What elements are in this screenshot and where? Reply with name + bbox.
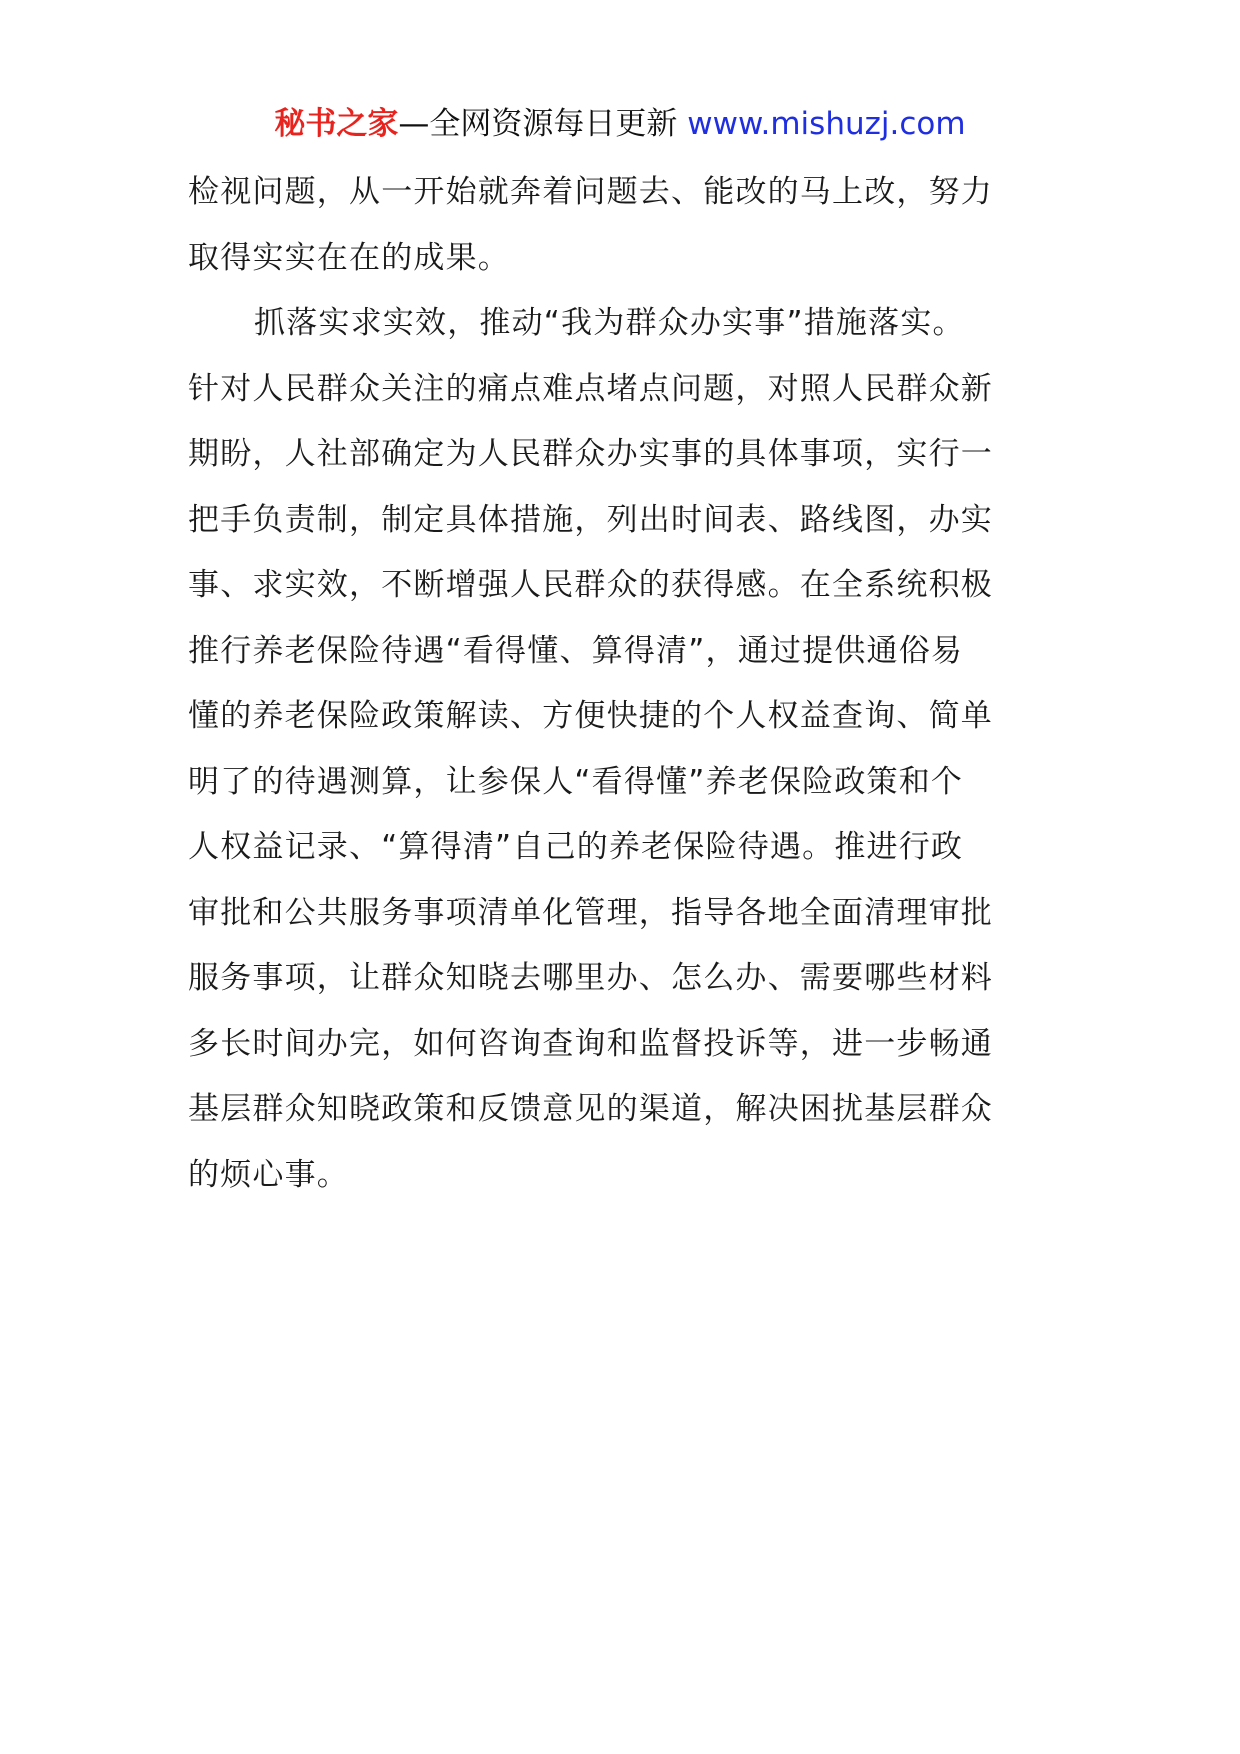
document-body: [188, 160, 1068, 1208]
page-header: [0, 104, 1240, 144]
text-line: 人权益记录、“算得清”自己的养老保险待遇。推进行政: [188, 829, 964, 865]
brand-name: 秘书之家: [274, 106, 399, 142]
text-line: 把手负责制，制定具体措施，列出时间表、路线图，办实: [188, 501, 993, 538]
header-slogan: —全网资源每日更新: [398, 106, 688, 142]
text-line: 取得实实在在的成果。: [188, 239, 510, 276]
text-line: 推行养老保险待遇“看得懂、算得清”，通过提供通俗易: [188, 632, 964, 669]
text-line: 检视问题，从一开始就奔着问题去、能改的马上改，努力: [188, 174, 993, 210]
text-line: 针对人民群众关注的痛点难点堵点问题，对照人民群众新: [188, 370, 993, 407]
text-line: 基层群众知晓政策和反馈意见的渠道，解决困扰基层群众: [188, 1091, 993, 1127]
text-line: 审批和公共服务事项清单化管理，指导各地全面清理审批: [188, 894, 993, 931]
text-line: 的烦心事。: [188, 1156, 349, 1193]
text-line: 明了的待遇测算，让参保人“看得懂”养老保险政策和个: [188, 763, 964, 800]
text-line: 期盼，人社部确定为人民群众办实事的具体事项，实行一: [188, 436, 993, 472]
text-line: 多长时间办完，如何咨询查询和监督投诉等，进一步畅通: [188, 1025, 993, 1062]
paragraph-start-line: 抓落实求实效，推动“我为群众办实事”措施落实。: [254, 305, 965, 341]
text-line: 服务事项，让群众知晓去哪里办、怎么办、需要哪些材料: [188, 960, 993, 996]
site-url-link[interactable]: www.mishuzj.com: [687, 106, 966, 142]
text-line: 懂的养老保险政策解读、方便快捷的个人权益查询、简单: [188, 698, 993, 734]
text-line: 事、求实效，不断增强人民群众的获得感。在全系统积极: [188, 567, 993, 603]
